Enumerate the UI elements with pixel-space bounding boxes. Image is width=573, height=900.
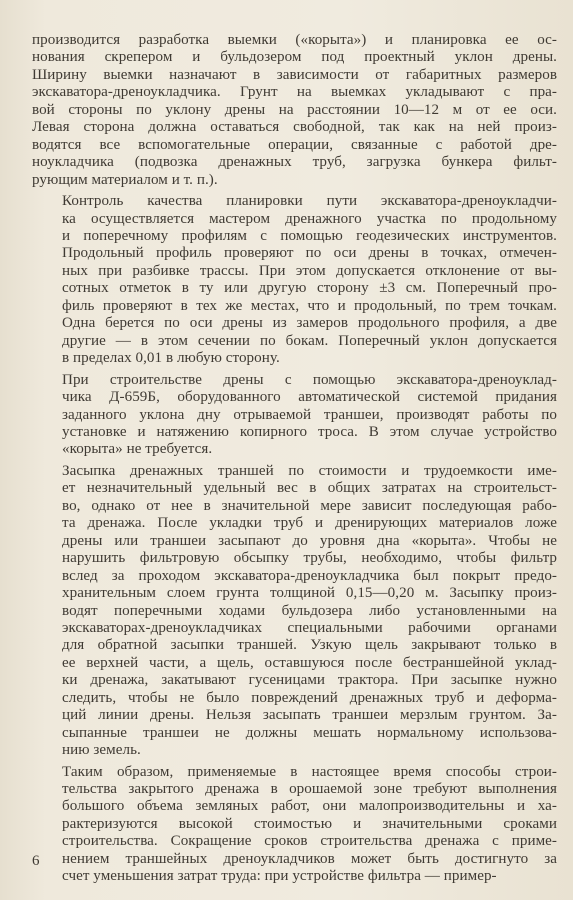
text-line: вой стороны по уклону дрены на расстоянии 10—12 м от ее оси.: [32, 101, 557, 118]
text-line: та дренажа. После укладки труб и дренирующих материалов ложе: [62, 515, 557, 532]
text-line: большого объема земляных работ, они малопроизводительны и ха-: [62, 798, 557, 815]
text-line: Ширину выемки назначают в зависимости от габаритных размеров: [32, 66, 557, 83]
paragraph: [32, 193, 557, 368]
text-line: «корыта» не требуется.: [62, 441, 213, 458]
text-line: строительства. Сокращение сроков строительства дренажа с приме-: [62, 833, 557, 850]
text-line: экскаваторах-дреноукладчиках специальными рабочими органами: [62, 619, 557, 636]
text-line: вслед за проходом экскаватора-дреноукладчика был покрыт предо-: [62, 567, 557, 584]
text-line: ки дренажа, закатывают гусеницами трактора. При засыпке нужно: [62, 672, 557, 689]
text-line: нования скрепером и бульдозером под проектный уклон дрены.: [32, 49, 557, 66]
text-line: дрены или траншеи засыпают до уровня дна «корыта». Чтобы не: [62, 532, 557, 549]
text-line: следить, чтобы не было повреждений дренажных труб и деформа-: [62, 689, 557, 706]
text-line: рующим материалом и т. п.).: [32, 171, 218, 188]
text-line: заданного уклона дну отрываемой траншеи, производят работы по: [62, 406, 557, 423]
paragraph: [32, 463, 557, 760]
text-line: Одна берется по оси дрены из замеров продольного профиля, а две: [62, 315, 557, 332]
text-line: нением траншейных дреноукладчиков может быть достигнуто за: [62, 850, 557, 867]
text-line: производится разработка выемки («корыта») и планировка ее ос-: [32, 32, 557, 48]
text-line: нию земель.: [62, 742, 141, 759]
text-line: и поперечному профилям с помощью геодезических инструментов.: [62, 227, 557, 244]
text-line: для обратной засыпки траншей. Узкую щель закрывают только в: [62, 637, 557, 654]
text-line: во, однако от нее в значительной мере зависит последующая рабо-: [62, 497, 557, 514]
text-line: филь проверяют в тех же местах, что и продольный, по трем точкам.: [62, 297, 557, 314]
body-text: [32, 32, 557, 886]
text-line: ка осуществляется мастером дренажного участка по продольному: [62, 210, 557, 227]
text-line: Продольный профиль проверяют по оси дрены в точках, отмечен-: [62, 245, 557, 262]
text-line: ных при разбивке трассы. При этом допускается отклонение от вы-: [62, 262, 557, 279]
text-line: сыпанные траншеи не должны мешать нормальному использова-: [62, 724, 557, 741]
text-line: другие — в этом сечении по бокам. Поперечный уклон допускается: [62, 332, 557, 349]
text-line: счет уменьшения затрат труда: при устройстве фильтра — пример-: [62, 868, 497, 885]
text-line: Контроль качества планировки пути экскаватора-дреноукладчи-: [62, 193, 557, 210]
text-line: тельства закрытого дренажа в орошаемой зоне требуют выполнения: [62, 781, 557, 798]
paragraph: [32, 32, 557, 189]
paragraph: [32, 764, 557, 886]
text-line: При строительстве дрены с помощью экскаватора-дреноуклад-: [62, 371, 557, 388]
text-line: Левая сторона должна оставаться свободной, так как на ней произ-: [32, 119, 557, 136]
text-line: экскаватора-дреноукладчика. Грунт на выемках укладывают с пра-: [32, 84, 557, 101]
text-line: водят поперечными ходами бульдозера либо установленными на: [62, 602, 557, 619]
text-line: ее верхней части, а щель, оставшуюся после бестраншейной уклад-: [62, 654, 557, 671]
text-line: ноукладчика (подвозка дренажных труб, загрузка бункера фильт-: [32, 154, 557, 171]
text-line: рактеризуются высокой стоимостью и значительными сроками: [62, 815, 557, 832]
text-line: чика Д-659Б, оборудованного автоматической системой придания: [62, 389, 557, 406]
text-line: ет незначительный удельный вес в общих затратах на строительст-: [62, 480, 557, 497]
page-number: 6: [32, 853, 40, 869]
text-line: нарушить фильтровую обсыпку трубы, необходимо, чтобы фильтр: [62, 550, 557, 567]
text-line: установке и натяжению копирного троса. В этом случае устройство: [62, 423, 557, 440]
text-line: в пределах 0,01 в любую сторону.: [62, 350, 280, 367]
text-line: Таким образом, применяемые в настоящее время способы строи-: [62, 763, 557, 780]
text-line: водятся все вспомогательные операции, связанные с работой дре-: [32, 136, 557, 153]
paragraph: [32, 372, 557, 459]
text-line: Засыпка дренажных траншей по стоимости и трудоемкости име-: [62, 462, 557, 479]
text-line: сотных отметок в ту или другую сторону ±3 см. Поперечный про-: [62, 280, 557, 297]
text-line: ций линии дрены. Нельзя засыпать траншеи мерзлым грунтом. За-: [62, 707, 557, 724]
text-line: хранительным слоем грунта толщиной 0,15—0,20 м. Засыпку произ-: [62, 585, 557, 602]
